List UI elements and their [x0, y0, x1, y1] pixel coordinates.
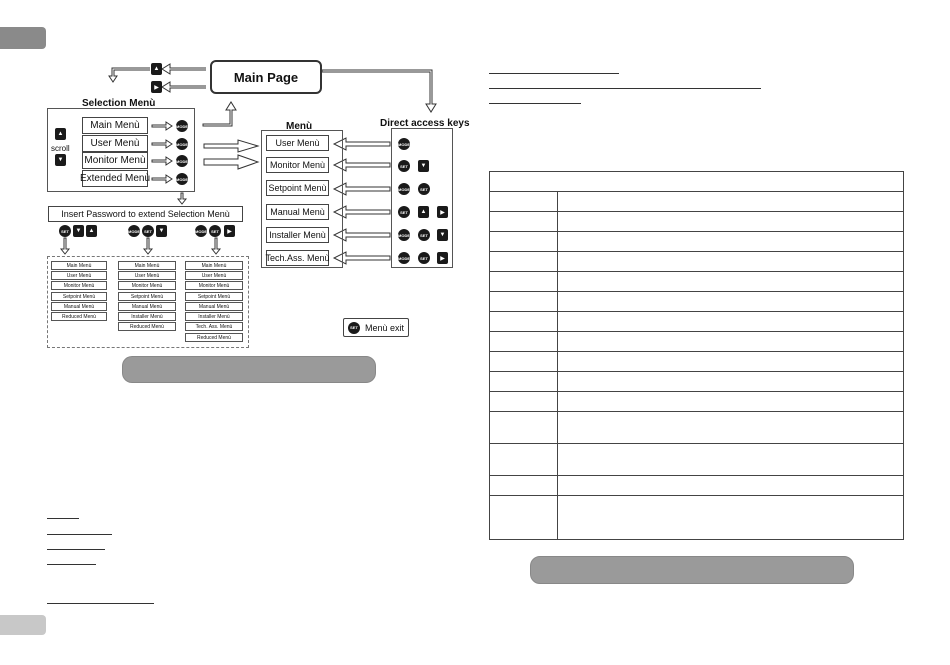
- table-row: [490, 192, 904, 212]
- down-key-icon: ▼: [437, 229, 448, 241]
- menu-exit-label: Menù exit: [365, 322, 405, 333]
- text-line: [489, 88, 761, 89]
- selection-item-monitor: Monitor Menù: [82, 152, 148, 169]
- scroll-label: scroll: [51, 144, 70, 153]
- menu-item-installer: Installer Menù: [266, 227, 329, 243]
- table-row: [490, 392, 904, 412]
- menu-item-techass: Tech.Ass. Menù: [266, 250, 329, 266]
- mini-item: Monitor Menù: [185, 281, 243, 290]
- mini-item: Reduced Menù: [185, 333, 243, 342]
- mini-item: Manual Menù: [118, 302, 176, 311]
- mini-item: Installer Menù: [118, 312, 176, 321]
- table-row: [490, 352, 904, 372]
- direct-access-title: Direct access keys: [380, 118, 470, 129]
- down-key-icon: ▼: [418, 160, 429, 172]
- text-line: [489, 73, 619, 74]
- menu-table: [489, 171, 904, 540]
- selection-title: Selection Menù: [82, 98, 156, 109]
- set-key-icon: SET: [209, 225, 221, 237]
- table-row: [490, 292, 904, 312]
- mode-key-icon: MODE: [176, 120, 188, 132]
- right-key-icon: ▶: [437, 206, 448, 218]
- mode-key-icon: MODE: [195, 225, 207, 237]
- mini-item: Main Menù: [51, 261, 107, 270]
- table-row: [490, 496, 904, 540]
- table-row: [490, 232, 904, 252]
- set-key-icon: SET: [142, 225, 154, 237]
- mini-item: Setpoint Menù: [51, 292, 107, 301]
- mode-key-icon: MODE: [176, 155, 188, 167]
- right-key-icon: ▶: [151, 81, 162, 93]
- mode-key-icon: MODE: [176, 173, 188, 185]
- menu-exit-box: [343, 318, 409, 337]
- table-row: [490, 212, 904, 232]
- up-key-icon: ▲: [86, 225, 97, 237]
- text-line: [47, 518, 79, 519]
- main-page-box: [210, 60, 322, 94]
- text-line: [47, 564, 96, 565]
- table-row: [490, 412, 904, 444]
- text-line: [47, 534, 112, 535]
- set-key-icon: SET: [398, 160, 410, 172]
- menu-item-manual: Manual Menù: [266, 204, 329, 220]
- figure-caption-bar-left: [122, 356, 376, 383]
- mini-item: Reduced Menù: [118, 322, 176, 331]
- mini-item: User Menù: [118, 271, 176, 280]
- mini-item: Manual Menù: [51, 302, 107, 311]
- table-row: [490, 272, 904, 292]
- mini-item: User Menù: [185, 271, 243, 280]
- menu-item-user: User Menù: [266, 135, 329, 151]
- set-key-icon: SET: [348, 322, 360, 334]
- set-key-icon: SET: [418, 183, 430, 195]
- mini-item: Reduced Menù: [51, 312, 107, 321]
- down-key-icon: ▼: [156, 225, 167, 237]
- password-box: Insert Password to extend Selection Menù: [48, 206, 243, 222]
- selection-item-extended: Extended Menù: [82, 170, 148, 187]
- right-key-icon: ▶: [224, 225, 235, 237]
- set-key-icon: SET: [418, 252, 430, 264]
- set-key-icon: SET: [59, 225, 71, 237]
- mini-item: Monitor Menù: [51, 281, 107, 290]
- scroll-up-key-icon: ▲: [55, 128, 66, 140]
- table-row: [490, 312, 904, 332]
- set-key-icon: SET: [418, 229, 430, 241]
- table-row: [490, 476, 904, 496]
- table-row: [490, 372, 904, 392]
- mini-item: Setpoint Menù: [185, 292, 243, 301]
- mini-item: Manual Menù: [185, 302, 243, 311]
- up-key-icon: ▲: [418, 206, 429, 218]
- mode-key-icon: MODE: [398, 229, 410, 241]
- main-page-label: Main Page: [233, 69, 299, 85]
- mode-key-icon: MODE: [398, 138, 410, 150]
- mini-item: User Menù: [51, 271, 107, 280]
- mini-item: Monitor Menù: [118, 281, 176, 290]
- mini-item: Main Menù: [118, 261, 176, 270]
- mode-key-icon: MODE: [398, 252, 410, 264]
- table-row: [490, 332, 904, 352]
- mode-key-icon: MODE: [176, 138, 188, 150]
- mini-item: Setpoint Menù: [118, 292, 176, 301]
- set-key-icon: SET: [398, 206, 410, 218]
- down-key-icon: ▼: [73, 225, 84, 237]
- selection-item-main: Main Menù: [82, 117, 148, 134]
- table-row: [490, 444, 904, 476]
- menu-item-setpoint: Setpoint Menù: [266, 180, 329, 196]
- text-line: [47, 549, 105, 550]
- mode-key-icon: MODE: [128, 225, 140, 237]
- up-key-icon: ▲: [151, 63, 162, 75]
- table-header-row: [490, 172, 904, 192]
- mini-item: Main Menù: [185, 261, 243, 270]
- menu-item-monitor: Monitor Menù: [266, 157, 329, 173]
- selection-item-user: User Menù: [82, 135, 148, 152]
- scroll-down-key-icon: ▼: [55, 154, 66, 166]
- mode-key-icon: MODE: [398, 183, 410, 195]
- figure-caption-bar-right: [530, 556, 854, 584]
- text-line: [47, 603, 154, 604]
- right-key-icon: ▶: [437, 252, 448, 264]
- mini-item: Installer Menù: [185, 312, 243, 321]
- table-row: [490, 252, 904, 272]
- text-line: [489, 103, 581, 104]
- menu-title: Menù: [286, 121, 313, 132]
- mini-item: Tech. Ass. Menù: [185, 322, 243, 331]
